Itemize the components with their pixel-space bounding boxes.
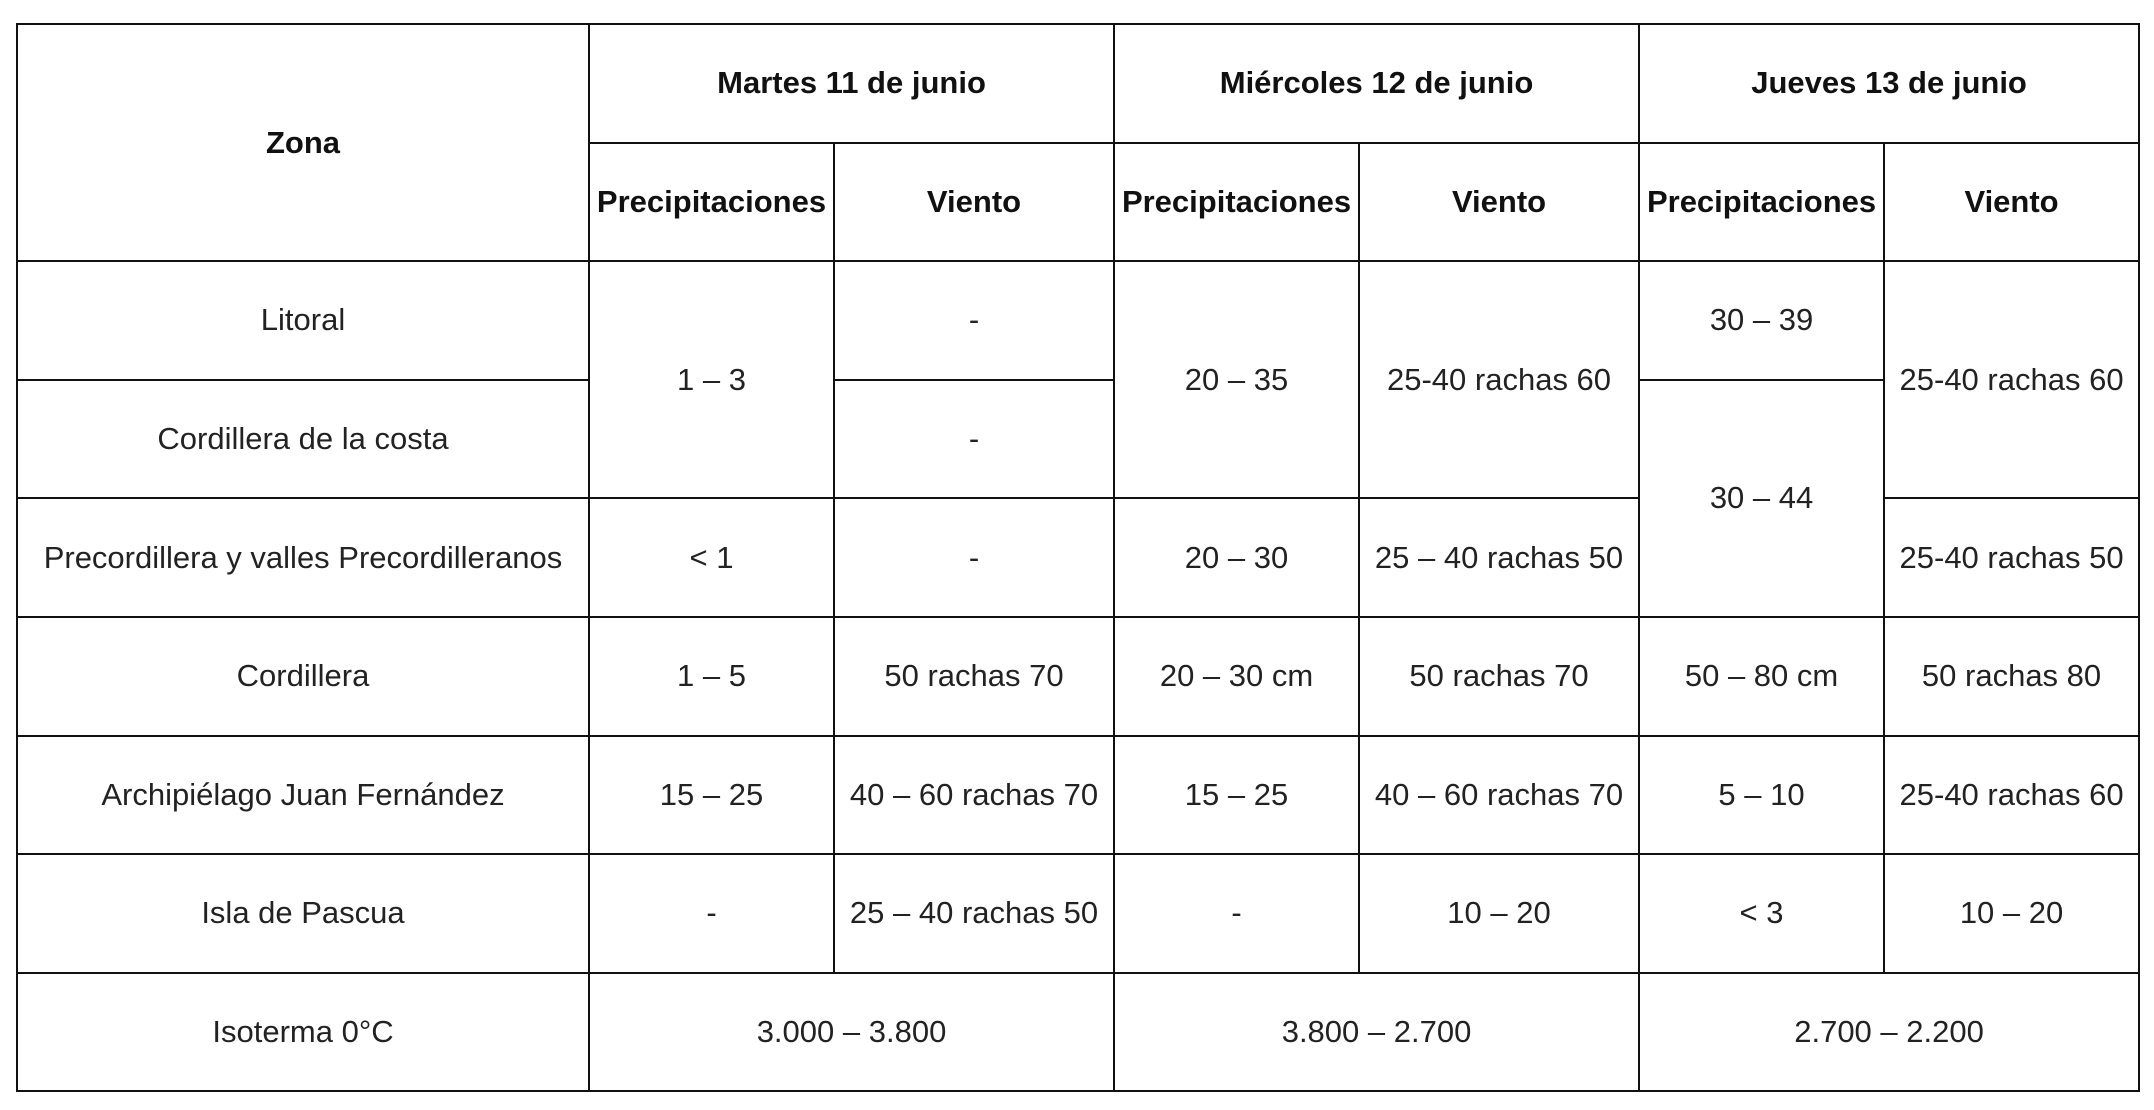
data-cell: 20 – 35 [1114, 261, 1359, 498]
data-cell: 30 – 39 [1639, 261, 1884, 380]
data-cell: < 3 [1639, 854, 1884, 973]
day-header-wednesday: Miércoles 12 de junio [1114, 24, 1639, 143]
isotherm-cell-tuesday: 3.000 – 3.800 [589, 973, 1114, 1092]
data-cell: 25-40 rachas 60 [1884, 736, 2139, 855]
data-cell: 20 – 30 [1114, 498, 1359, 617]
table-row-litoral [17, 261, 2139, 380]
data-cell: - [834, 380, 1114, 499]
data-cell: 5 – 10 [1639, 736, 1884, 855]
data-cell: 30 – 44 [1639, 380, 1884, 617]
day-header-tuesday: Martes 11 de junio [589, 24, 1114, 143]
data-cell: 15 – 25 [589, 736, 834, 855]
data-cell: 10 – 20 [1884, 854, 2139, 973]
data-cell: 50 rachas 70 [834, 617, 1114, 736]
data-cell: 25 – 40 rachas 50 [834, 854, 1114, 973]
data-cell: - [589, 854, 834, 973]
zone-header: Zona [17, 24, 589, 261]
table-row-cordillera [17, 617, 2139, 736]
zone-cell: Isla de Pascua [17, 854, 589, 973]
zone-cell: Cordillera de la costa [17, 380, 589, 499]
data-cell: 20 – 30 cm [1114, 617, 1359, 736]
zone-cell: Litoral [17, 261, 589, 380]
data-cell: 10 – 20 [1359, 854, 1639, 973]
zone-cell: Precordillera y valles Precordilleranos [17, 498, 589, 617]
zone-cell: Cordillera [17, 617, 589, 736]
zone-cell: Archipiélago Juan Fernández [17, 736, 589, 855]
data-cell: 50 rachas 80 [1884, 617, 2139, 736]
wind-header: Viento [1884, 143, 2139, 262]
data-cell: 25-40 rachas 60 [1884, 261, 2139, 498]
table-row-juan-fernandez [17, 736, 2139, 855]
data-cell: < 1 [589, 498, 834, 617]
data-cell: 15 – 25 [1114, 736, 1359, 855]
zone-cell: Isoterma 0°C [17, 973, 589, 1092]
data-cell: - [834, 261, 1114, 380]
precip-header: Precipitaciones [589, 143, 834, 262]
table-row-isla-pascua [17, 854, 2139, 973]
wind-header: Viento [834, 143, 1114, 262]
isotherm-cell-wednesday: 3.800 – 2.700 [1114, 973, 1639, 1092]
data-cell: 40 – 60 rachas 70 [834, 736, 1114, 855]
table-row-cordillera-costa [17, 380, 2139, 499]
forecast-table [16, 23, 2140, 1092]
data-cell: - [1114, 854, 1359, 973]
data-cell: 40 – 60 rachas 70 [1359, 736, 1639, 855]
precip-header: Precipitaciones [1114, 143, 1359, 262]
day-header-thursday: Jueves 13 de junio [1639, 24, 2139, 143]
data-cell: 50 – 80 cm [1639, 617, 1884, 736]
wind-header: Viento [1359, 143, 1639, 262]
data-cell: 50 rachas 70 [1359, 617, 1639, 736]
data-cell: 25-40 rachas 60 [1359, 261, 1639, 498]
table-row-isoterma [17, 973, 2139, 1092]
data-cell: 25 – 40 rachas 50 [1359, 498, 1639, 617]
data-cell: - [834, 498, 1114, 617]
header-row-days [17, 24, 2139, 143]
data-cell: 25-40 rachas 50 [1884, 498, 2139, 617]
data-cell: 1 – 5 [589, 617, 834, 736]
precip-header: Precipitaciones [1639, 143, 1884, 262]
isotherm-cell-thursday: 2.700 – 2.200 [1639, 973, 2139, 1092]
data-cell: 1 – 3 [589, 261, 834, 498]
